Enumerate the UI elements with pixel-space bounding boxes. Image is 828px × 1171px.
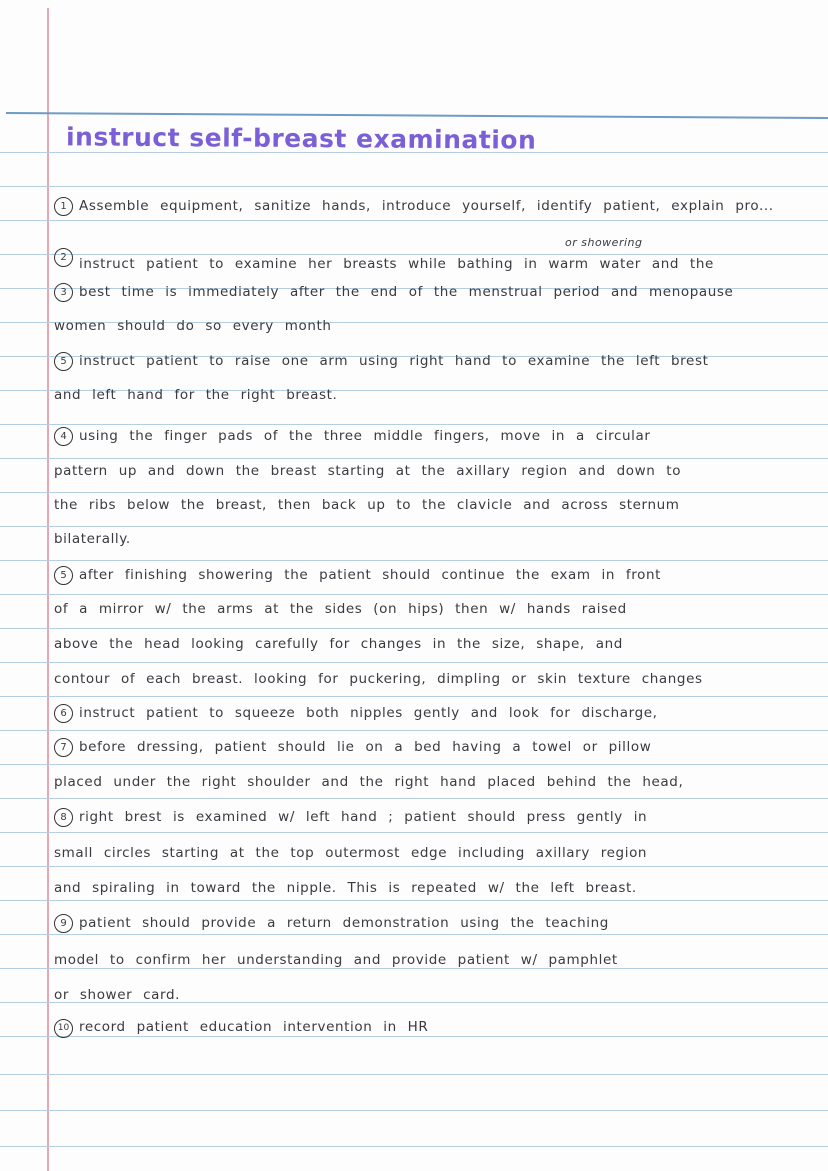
step-text: using the finger pads of the three middle fingers, move in a circular (79, 428, 651, 444)
rule-line (0, 968, 828, 969)
step-text: before dressing, patient should lie on a bed having a towel or pillow (79, 739, 652, 755)
step-text: of a mirror w/ the arms at the sides (on hips) then w/ hands raised (54, 601, 627, 617)
step-text: after finishing showering the patient should continue the exam in front (79, 567, 662, 583)
step-text: women should do so every month (54, 318, 332, 334)
step-5b (54, 566, 820, 585)
step-8-continued (54, 845, 820, 861)
step-number-badge: 6 (54, 704, 73, 723)
step-number-badge: 3 (54, 283, 73, 302)
step-text: record patient education intervention in HR (79, 1019, 429, 1035)
step-number-badge: 8 (54, 808, 73, 827)
rule-line (0, 628, 828, 629)
step-3 (54, 283, 820, 302)
step-9-continued (54, 987, 820, 1003)
step-5a (54, 352, 820, 371)
rule-line (0, 220, 828, 221)
step-text: instruct patient to raise one arm using right hand to examine the left brest (79, 353, 709, 369)
step-text: best time is immediately after the end of the menstrual period and menopause (79, 284, 734, 300)
rule-line (0, 424, 828, 425)
step-text: or shower card. (54, 987, 181, 1003)
step-7-continued (54, 774, 820, 790)
step-6 (54, 704, 820, 723)
step-4 (54, 427, 820, 446)
rule-line (0, 594, 828, 595)
rule-line (0, 186, 828, 187)
step-5b-continued (54, 636, 820, 652)
step-5b-continued (54, 601, 820, 617)
step-number-badge: 10 (54, 1019, 73, 1038)
step-10 (54, 1019, 820, 1038)
step-4-continued (54, 497, 820, 513)
step-text: instruct patient to squeeze both nipples gently and look for discharge, (79, 705, 658, 721)
step-text: placed under the right shoulder and the right hand placed behind the head, (54, 774, 684, 790)
margin-line (47, 8, 49, 1171)
step-4-continued (54, 531, 820, 547)
rule-line (0, 832, 828, 833)
step-2 (54, 248, 820, 272)
rule-line (0, 866, 828, 867)
rule-line (0, 900, 828, 901)
step-text: Assemble equipment, sanitize hands, introduce yourself, identify patient, explain pro... (79, 198, 774, 214)
step-number-badge: 4 (54, 427, 73, 446)
step-1 (54, 197, 820, 216)
step-number-badge: 9 (54, 914, 73, 933)
step-5a-continued (54, 387, 820, 403)
rule-line (0, 730, 828, 731)
step-5b-continued (54, 671, 820, 687)
rule-line (0, 764, 828, 765)
step-text: and left hand for the right breast. (54, 387, 338, 403)
rule-line (0, 526, 828, 527)
step-3-continued (54, 318, 820, 334)
step-text: bilaterally. (54, 531, 131, 547)
rule-line (0, 934, 828, 935)
rule-line (0, 492, 828, 493)
step-9-continued (54, 952, 820, 968)
rule-line (0, 798, 828, 799)
step-9 (54, 914, 820, 933)
rule-line (0, 1110, 828, 1111)
step-number-badge: 1 (54, 197, 73, 216)
rule-line (0, 1146, 828, 1147)
step-8 (54, 808, 820, 827)
step-text: the ribs below the breast, then back up to the clavicle and across sternum (54, 497, 680, 513)
rule-line (0, 458, 828, 459)
step-number-badge: 2 (54, 248, 73, 267)
rule-line (0, 560, 828, 561)
step-text: patient should provide a return demonstration using the teaching (79, 915, 609, 931)
step-4-continued (54, 463, 820, 479)
step-number-badge: 5 (54, 352, 73, 371)
step-text: pattern up and down the breast starting at the axillary region and down to (54, 463, 682, 479)
step-text: model to confirm her understanding and provide patient w/ pamphlet (54, 952, 618, 968)
step-text: contour of each breast. looking for puckering, dimpling or skin texture changes (54, 671, 703, 687)
step-7 (54, 738, 820, 757)
step-text: right brest is examined w/ left hand ; patient should press gently in (79, 809, 648, 825)
step-number-badge: 7 (54, 738, 73, 757)
rule-line (0, 1074, 828, 1075)
step-number-badge: 5 (54, 566, 73, 585)
step-text: small circles starting at the top outermost edge including axillary region (54, 845, 648, 861)
step-2-insertion: or showering (565, 236, 643, 249)
rule-line (0, 662, 828, 663)
step-8-continued (54, 880, 820, 896)
step-text: instruct patient to examine her breasts while bathing in warm water and the (79, 256, 714, 272)
page-title: instruct self-breast examination (65, 122, 537, 155)
step-text: and spiraling in toward the nipple. This is repeated w/ the left breast. (54, 880, 637, 896)
step-text: above the head looking carefully for changes in the size, shape, and (54, 636, 623, 652)
rule-line (0, 696, 828, 697)
header-rule (6, 112, 828, 119)
